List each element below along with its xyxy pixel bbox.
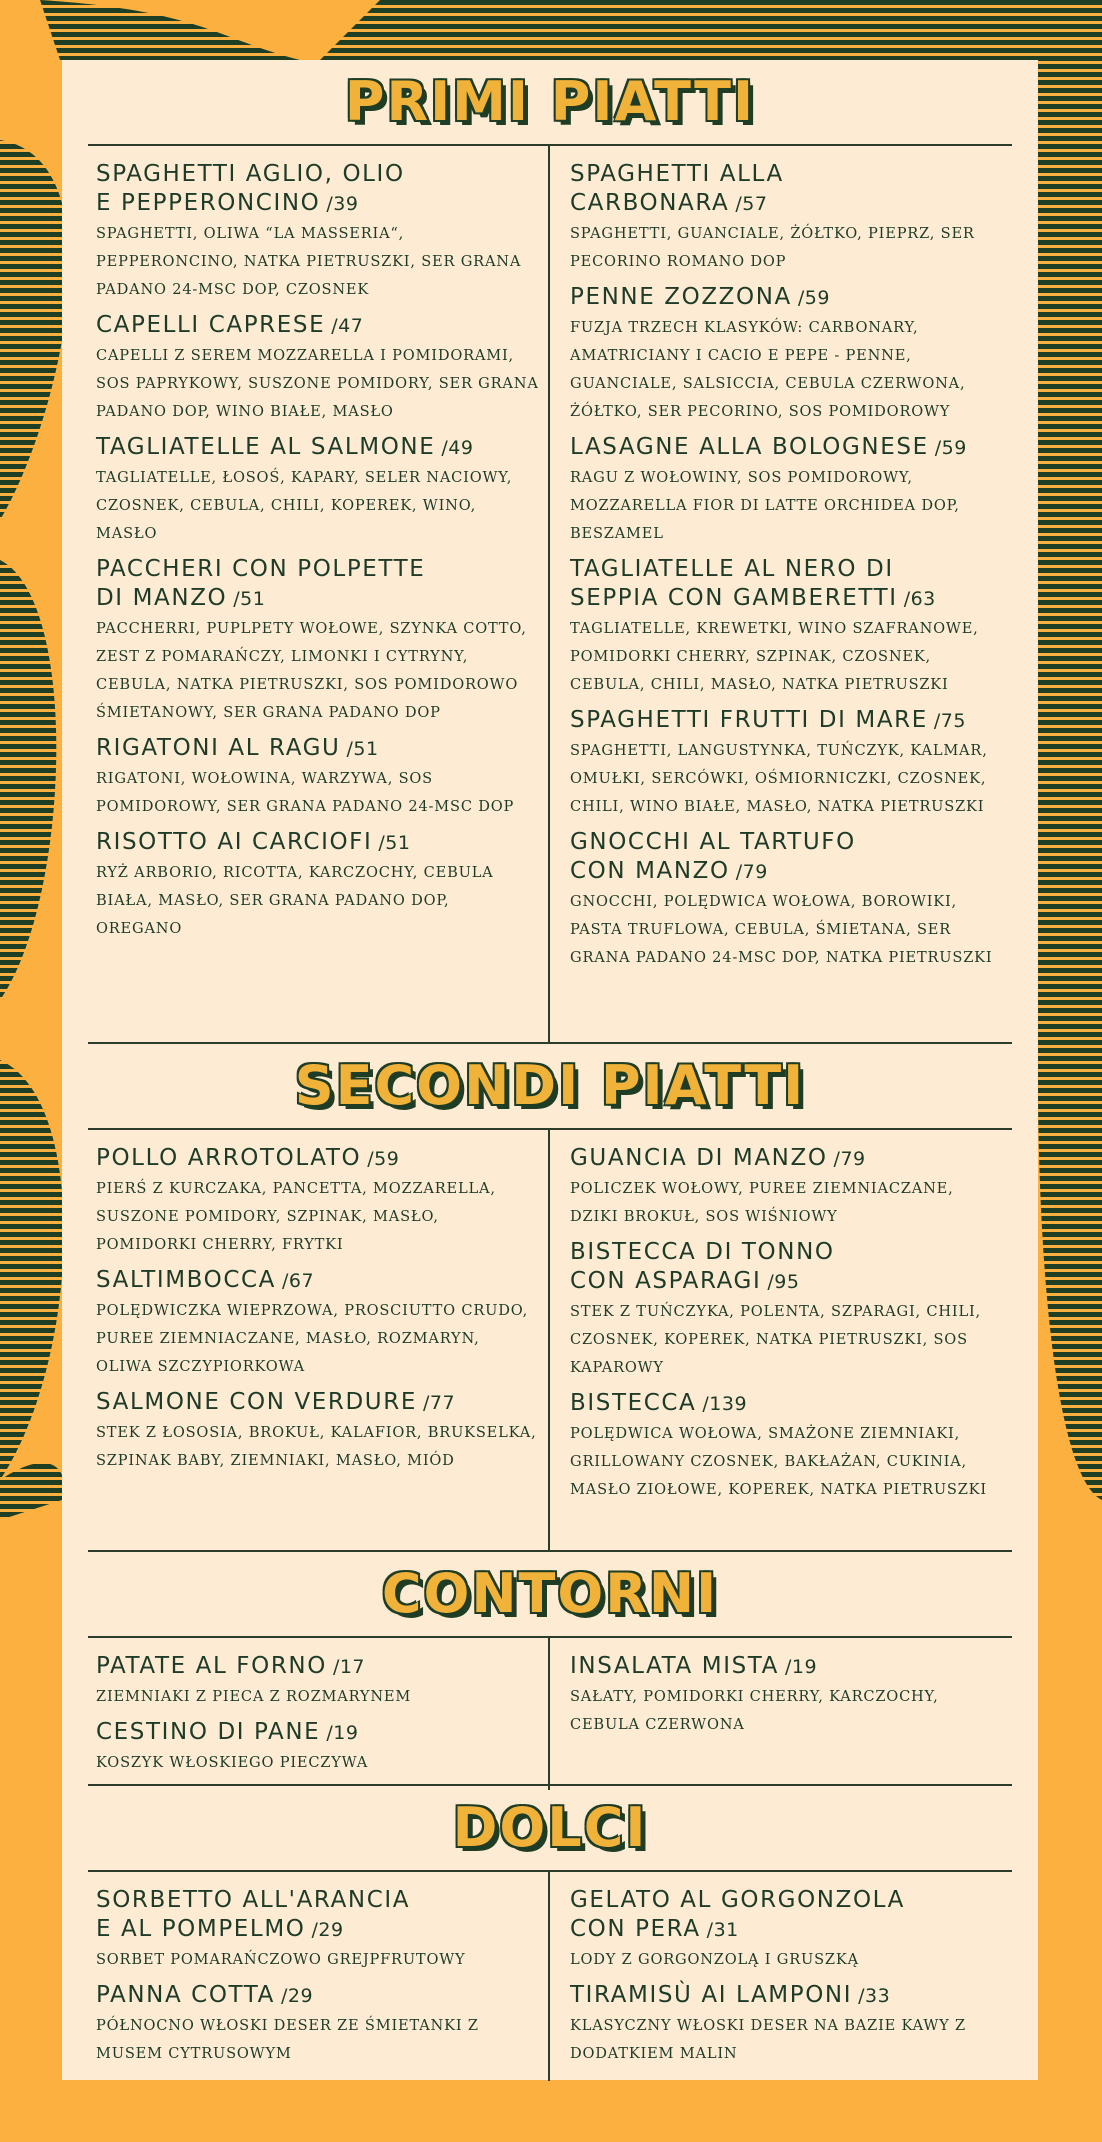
section-title: PRIMI PIATTI <box>344 70 756 133</box>
dish-name: SALTIMBOCCA <box>96 1267 277 1293</box>
menu-item <box>96 1718 540 1777</box>
dish-description: PÓŁNOCNO WŁOSKI DESER ZE ŚMIETANKI Z MUSEM CYTRUSOWYM <box>96 2017 479 2062</box>
menu-item <box>96 160 540 304</box>
dish-price: /139 <box>702 1393 748 1415</box>
dish-name: INSALATA MISTA <box>570 1653 779 1679</box>
dish-price: /51 <box>346 738 379 760</box>
dish-price: /75 <box>933 710 966 732</box>
column-right <box>550 1130 1012 1550</box>
dish-name: RIGATONI AL RAGU <box>96 735 341 761</box>
dish-description: LODY Z GORGONZOLĄ I GRUSZKĄ <box>570 1951 859 1968</box>
menu-item <box>96 1981 540 2068</box>
item-name <box>96 734 540 764</box>
menu-item <box>570 1144 1004 1231</box>
column-right <box>550 146 1012 1042</box>
menu-item <box>96 1144 540 1259</box>
dish-name: TAGLIATELLE AL NERO DI SEPPIA CON GAMBERETTI <box>570 556 898 611</box>
item-name <box>96 311 540 341</box>
item-name <box>570 1238 1004 1297</box>
dish-description: STEK Z ŁOSOSIA, BROKUŁ, KALAFIOR, BRUKSELKA, SZPINAK BABY, ZIEMNIAKI, MASŁO, MIÓD <box>96 1424 537 1469</box>
item-name <box>570 283 1004 313</box>
item-name <box>96 160 540 219</box>
column-right <box>550 1638 1012 1790</box>
dish-name: PATATE AL FORNO <box>96 1653 327 1679</box>
dish-description: SORBET POMARAŃCZOWO GREJPFRUTOWY <box>96 1951 466 1968</box>
section-contorni <box>88 1636 1012 1786</box>
dish-name: LASAGNE ALLA BOLOGNESE <box>570 434 929 460</box>
dish-price: /67 <box>282 1270 315 1292</box>
menu-item <box>96 828 540 943</box>
dish-name: PACCHERI CON POLPETTE DI MANZO <box>96 556 426 611</box>
dish-price: /57 <box>735 193 768 215</box>
item-name <box>570 433 1004 463</box>
menu-item <box>96 1652 540 1711</box>
column-left <box>88 1872 550 2081</box>
dish-name: BISTECCA <box>570 1390 697 1416</box>
dish-name: GUANCIA DI MANZO <box>570 1145 828 1171</box>
item-name <box>96 1981 540 2011</box>
item-name <box>570 1144 1004 1174</box>
dish-description: PIERŚ Z KURCZAKA, PANCETTA, MOZZARELLA, SUSZONE POMIDORY, SZPINAK, MASŁO, POMIDORKI CHERRY, FRYTKI <box>96 1180 496 1253</box>
menu-item <box>570 1886 1004 1974</box>
dish-price: /79 <box>833 1148 866 1170</box>
dish-description: ZIEMNIAKI Z PIECA Z ROZMARYNEM <box>96 1688 412 1705</box>
menu-item <box>570 160 1004 276</box>
dish-price: /19 <box>784 1656 818 1678</box>
section-secondi <box>88 1128 1012 1552</box>
menu-item <box>96 555 540 727</box>
dish-price: /77 <box>422 1392 456 1414</box>
dish-description: SAŁATY, POMIDORKI CHERRY, KARCZOCHY, CEBULA CZERWONA <box>570 1688 939 1733</box>
dish-description: TAGLIATELLE, ŁOSOŚ, KAPARY, SELER NACIOWY, CZOSNEK, CEBULA, CHILI, KOPEREK, WINO, MASŁO <box>96 469 513 542</box>
dish-description: GNOCCHI, POLĘDWICA WOŁOWA, BOROWIKI, PASTA TRUFLOWA, CEBULA, ŚMIETANA, SER GRANA PADANO 24-MSC DOP, NATKA PIETRUSZKI <box>570 893 993 966</box>
dish-description: RIGATONI, WOŁOWINA, WARZYWA, SOS POMIDOROWY, SER GRANA PADANO 24-MSC DOP <box>96 770 515 815</box>
item-name <box>570 1886 1004 1945</box>
dish-name: PENNE ZOZZONA <box>570 284 792 310</box>
dish-name: PANNA COTTA <box>96 1982 275 2008</box>
dish-description: SPAGHETTI, GUANCIALE, ŻÓŁTKO, PIEPRZ, SER PECORINO ROMANO DOP <box>570 225 975 270</box>
menu-item <box>96 311 540 426</box>
column-right <box>550 1872 1012 2081</box>
dish-description: TAGLIATELLE, KREWETKI, WINO SZAFRANOWE, POMIDORKI CHERRY, SZPINAK, CZOSNEK, CEBULA, CHILI, MASŁO, NATKA PIETRUSZKI <box>570 620 979 693</box>
menu-item <box>570 283 1004 426</box>
dish-price: /79 <box>735 861 768 883</box>
section-dolci <box>88 1870 1012 2060</box>
item-name <box>96 1886 540 1945</box>
dish-description: POLĘDWICZKA WIEPRZOWA, PROSCIUTTO CRUDO, PUREE ZIEMNIACZANE, MASŁO, ROZMARYN, OLIWA SZCZYPIORKOWA <box>96 1302 529 1375</box>
item-name <box>96 828 540 858</box>
dish-price: /47 <box>331 315 364 337</box>
item-name <box>570 1652 1004 1682</box>
dish-price: /51 <box>233 588 266 610</box>
dish-name: RISOTTO AI CARCIOFI <box>96 829 373 855</box>
dish-name: SPAGHETTI ALLA CARBONARA <box>570 161 784 216</box>
section-header-contorni <box>88 1552 1012 1636</box>
menu-item <box>96 1388 540 1475</box>
column-left <box>88 1638 550 1790</box>
menu-card <box>62 60 1038 2080</box>
dish-name: GNOCCHI AL TARTUFO CON MANZO <box>570 829 856 884</box>
section-primi <box>88 144 1012 1044</box>
dish-description: SPAGHETTI, LANGUSTYNKA, TUŃCZYK, KALMAR, OMUŁKI, SERCÓWKI, OŚMIORNICZKI, CZOSNEK, CHILI, WINO BIAŁE, MASŁO, NATKA PIETRUSZKI <box>570 742 988 815</box>
item-name <box>96 1266 540 1296</box>
dish-price: /95 <box>767 1271 800 1293</box>
item-name <box>96 1144 540 1174</box>
dish-price: /59 <box>367 1148 400 1170</box>
dish-price: /33 <box>858 1985 891 2007</box>
item-name <box>96 555 540 614</box>
item-name <box>96 433 540 463</box>
menu-item <box>96 734 540 821</box>
item-name <box>96 1718 540 1748</box>
dish-name: SALMONE CON VERDURE <box>96 1389 417 1415</box>
dish-price: /29 <box>281 1985 314 2007</box>
dish-description: POLICZEK WOŁOWY, PUREE ZIEMNIACZANE, DZIKI BROKUŁ, SOS WIŚNIOWY <box>570 1180 954 1225</box>
menu-item <box>570 1238 1004 1382</box>
dish-price: /29 <box>311 1919 344 1941</box>
item-name <box>96 1652 540 1682</box>
item-name <box>570 555 1004 614</box>
dish-price: /31 <box>706 1919 739 1941</box>
menu-item <box>96 1266 540 1381</box>
column-left <box>88 1130 550 1550</box>
dish-name: CESTINO DI PANE <box>96 1719 321 1745</box>
dish-description: RAGU Z WOŁOWINY, SOS POMIDOROWY, MOZZARELLA FIOR DI LATTE ORCHIDEA DOP, BESZAMEL <box>570 469 960 542</box>
menu-item <box>96 1886 540 1974</box>
item-name <box>96 1388 540 1418</box>
column-left <box>88 146 550 1042</box>
dish-price: /49 <box>441 437 474 459</box>
menu-item <box>570 1981 1004 2068</box>
dish-price: /39 <box>326 193 359 215</box>
dish-price: /59 <box>797 287 830 309</box>
menu-item <box>570 1389 1004 1504</box>
section-header-primi <box>88 60 1012 144</box>
item-name <box>570 1389 1004 1419</box>
dish-name: GELATO AL GORGONZOLA CON PERA <box>570 1887 905 1942</box>
section-header-dolci <box>88 1786 1012 1870</box>
item-name <box>570 1981 1004 2011</box>
menu-item <box>570 433 1004 548</box>
dish-name: CAPELLI CAPRESE <box>96 312 326 338</box>
menu-item <box>570 706 1004 821</box>
menu-item <box>570 828 1004 972</box>
dish-name: SPAGHETTI AGLIO, OLIO E PEPPERONCINO <box>96 161 405 216</box>
dish-description: POLĘDWICA WOŁOWA, SMAŻONE ZIEMNIAKI, GRILLOWANY CZOSNEK, BAKŁAŻAN, CUKINIA, MASŁO ZIOŁOWE, KOPEREK, NATKA PIETRUSZKI <box>570 1425 987 1498</box>
dish-description: KLASYCZNY WŁOSKI DESER NA BAZIE KAWY Z DODATKIEM MALIN <box>570 2017 966 2062</box>
dish-price: /17 <box>332 1656 366 1678</box>
item-name <box>570 706 1004 736</box>
dish-description: CAPELLI Z SEREM MOZZARELLA I POMIDORAMI, SOS PAPRYKOWY, SUSZONE POMIDORY, SER GRANA PADANO DOP, WINO BIAŁE, MASŁO <box>96 347 539 420</box>
section-title: SECONDI PIATTI <box>294 1054 806 1117</box>
section-title: CONTORNI <box>381 1562 719 1625</box>
dish-description: SPAGHETTI, OLIWA “LA MASSERIA“, PEPPERONCINO, NATKA PIETRUSZKI, SER GRANA PADANO 24-MSC DOP, CZOSNEK <box>96 225 522 298</box>
dish-price: /51 <box>378 832 411 854</box>
dish-description: KOSZYK WŁOSKIEGO PIECZYWA <box>96 1754 369 1771</box>
dish-name: TAGLIATELLE AL SALMONE <box>96 434 436 460</box>
dish-description: PACCHERRI, PUPLPETY WOŁOWE, SZYNKA COTTO, ZEST Z POMARAŃCZY, LIMONKI I CYTRYNY, CEBULA, NATKA PIETRUSZKI, SOS POMIDOROWO ŚMIETANOWY, SER GRANA PADANO DOP <box>96 620 527 721</box>
item-name <box>570 828 1004 887</box>
menu-item <box>570 555 1004 699</box>
section-title: DOLCI <box>452 1796 648 1859</box>
menu-item <box>96 433 540 548</box>
dish-price: /19 <box>326 1722 359 1744</box>
dish-name: POLLO ARROTOLATO <box>96 1145 362 1171</box>
dish-description: FUZJA TRZECH KLASYKÓW: CARBONARY, AMATRICIANY I CACIO E PEPE - PENNE, GUANCIALE, SALSICCIA, CEBULA CZERWONA, ŻÓŁTKO, SER PECORINO, SOS POMIDOROWY <box>570 319 966 420</box>
item-name <box>570 160 1004 219</box>
dish-name: BISTECCA DI TONNO CON ASPARAGI <box>570 1239 835 1294</box>
dish-price: /63 <box>903 588 936 610</box>
dish-name: SPAGHETTI FRUTTI DI MARE <box>570 707 928 733</box>
dish-name: SORBETTO ALL'ARANCIA E AL POMPELMO <box>96 1887 411 1942</box>
menu-item <box>570 1652 1004 1739</box>
dish-description: STEK Z TUŃCZYKA, POLENTA, SZPARAGI, CHILI, CZOSNEK, KOPEREK, NATKA PIETRUSZKI, SOS KAPAROWY <box>570 1303 981 1376</box>
dish-name: TIRAMISÙ AI LAMPONI <box>570 1982 853 2008</box>
dish-price: /59 <box>934 437 967 459</box>
section-header-secondi <box>88 1044 1012 1128</box>
dish-description: RYŻ ARBORIO, RICOTTA, KARCZOCHY, CEBULA BIAŁA, MASŁO, SER GRANA PADANO DOP, OREGANO <box>96 864 494 937</box>
